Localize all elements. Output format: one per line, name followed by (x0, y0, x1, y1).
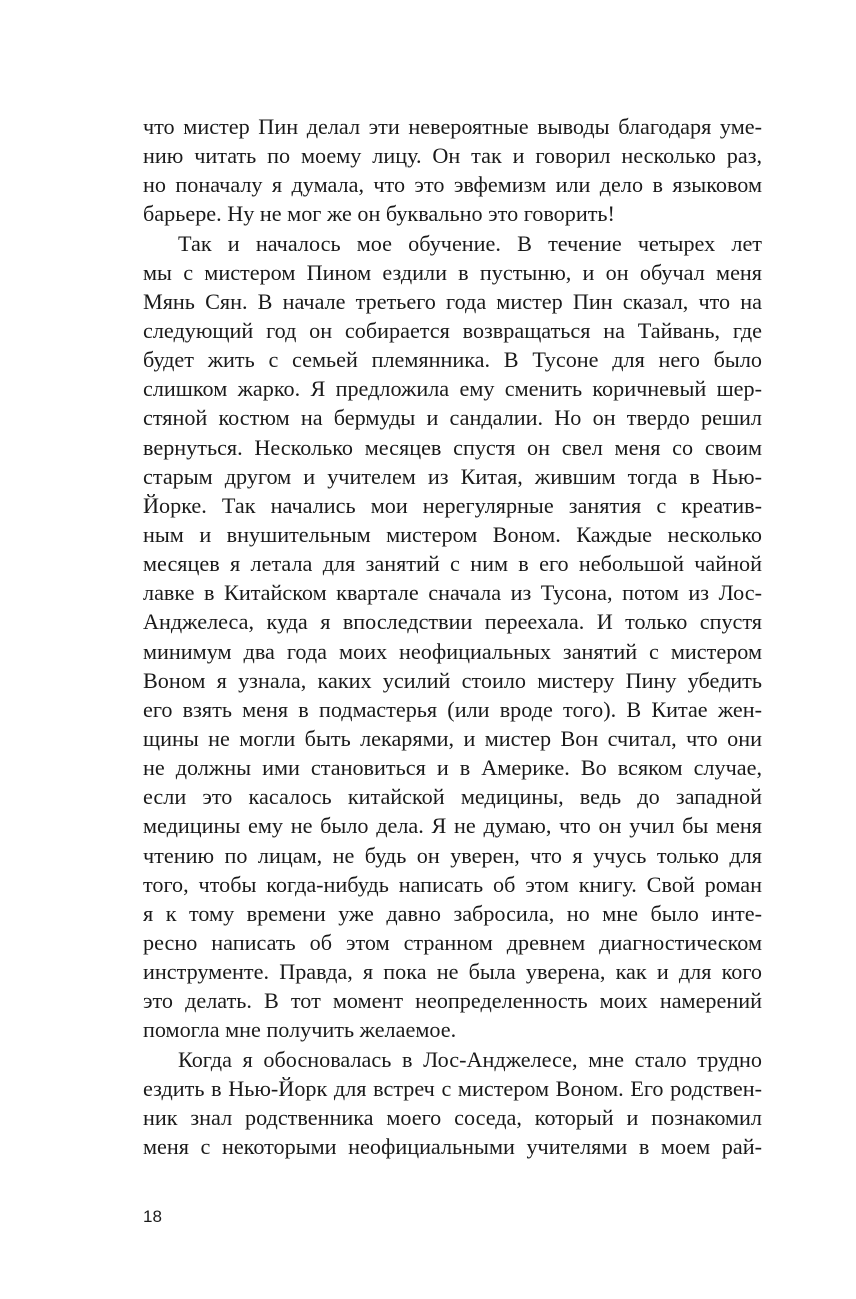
text-line: того, чтобы когда-нибудь написать об этом книгу. Свой роман (143, 871, 762, 897)
text-line: ресно написать об этом странном древнем диагностическом (143, 929, 762, 955)
page-number: 18 (143, 1207, 162, 1226)
text-line: медицины ему не было дела. Я не думаю, что он учил бы меня (143, 813, 762, 839)
text-line: нию читать по моему лицу. Он так и говорил несколько раз, (143, 143, 762, 169)
text-line: чтению по лицам, не будь он уверен, что я учусь только для (143, 842, 762, 868)
text-line: Воном я узнала, каких усилий стоило мистеру Пину убедить (143, 667, 762, 693)
text-line: Йорке. Так начались мои нерегулярные занятия с креатив- (143, 492, 762, 518)
text-line: Анджелеса, куда я впоследствии переехала. И только спустя (143, 609, 762, 635)
text-line: барьере. Ну не мог же он буквально это говорить! (143, 201, 615, 227)
text-line: его взять меня в подмастерья (или вроде того). В Китае жен- (143, 696, 762, 722)
body-text (143, 112, 762, 1161)
text-line: стяной костюм на бермуды и сандалии. Но он твердо решил (143, 405, 762, 431)
text-line: не должны ими становиться и в Америке. Во всяком случае, (143, 755, 762, 781)
text-line: слишком жарко. Я предложила ему сменить коричневый шер- (143, 376, 762, 402)
text-line: что мистер Пин делал эти невероятные выводы благодаря уме- (143, 114, 762, 139)
text-line: будет жить с семьей племянника. В Тусоне для него было (143, 347, 762, 373)
text-line: вернуться. Несколько месяцев спустя он свел меня со своим (143, 434, 762, 460)
text-line: минимум два года моих неофициальных занятий с мистером (143, 638, 762, 664)
text-line: ездить в Нью-Йорк для встреч с мистером Воном. Его родствен- (143, 1075, 762, 1101)
text-line: мы с мистером Пином ездили в пустыню, и он обучал меня (143, 259, 762, 285)
text-line: но поначалу я думала, что это эвфемизм или дело в языковом (143, 172, 762, 198)
text-line: я к тому времени уже давно забросила, но мне было инте- (143, 900, 762, 926)
text-line: лавке в Китайском квартале сначала из Тусона, потом из Лос- (143, 580, 762, 606)
text-line: инструменте. Правда, я пока не была уверена, как и для кого (143, 959, 762, 985)
text-line: если это касалось китайской медицины, ведь до западной (143, 784, 762, 810)
text-line: это делать. В тот момент неопределенность моих намерений (143, 988, 762, 1014)
text-line: Так и началось мое обучение. В течение четырех лет (178, 230, 762, 256)
text-line: месяцев я летала для занятий с ним в его небольшой чайной (143, 551, 762, 577)
text-line: меня с некоторыми неофициальными учителями в моем рай- (143, 1133, 762, 1159)
text-line: помогла мне получить желаемое. (143, 1017, 457, 1043)
text-line: Мянь Сян. В начале третьего года мистер Пин сказал, что на (143, 288, 762, 314)
text-line: старым другом и учителем из Китая, жившим тогда в Нью- (143, 463, 762, 489)
text-line: Когда я обосновалась в Лос-Анджелесе, мне стало трудно (178, 1046, 762, 1072)
text-line: ник знал родственника моего соседа, который и познакомил (143, 1104, 762, 1130)
text-line: ным и внушительным мистером Воном. Каждые несколько (143, 521, 762, 547)
text-line: щины не могли быть лекарями, и мистер Вон считал, что они (143, 725, 762, 751)
text-line: следующий год он собирается возвращаться на Тайвань, где (143, 317, 762, 343)
